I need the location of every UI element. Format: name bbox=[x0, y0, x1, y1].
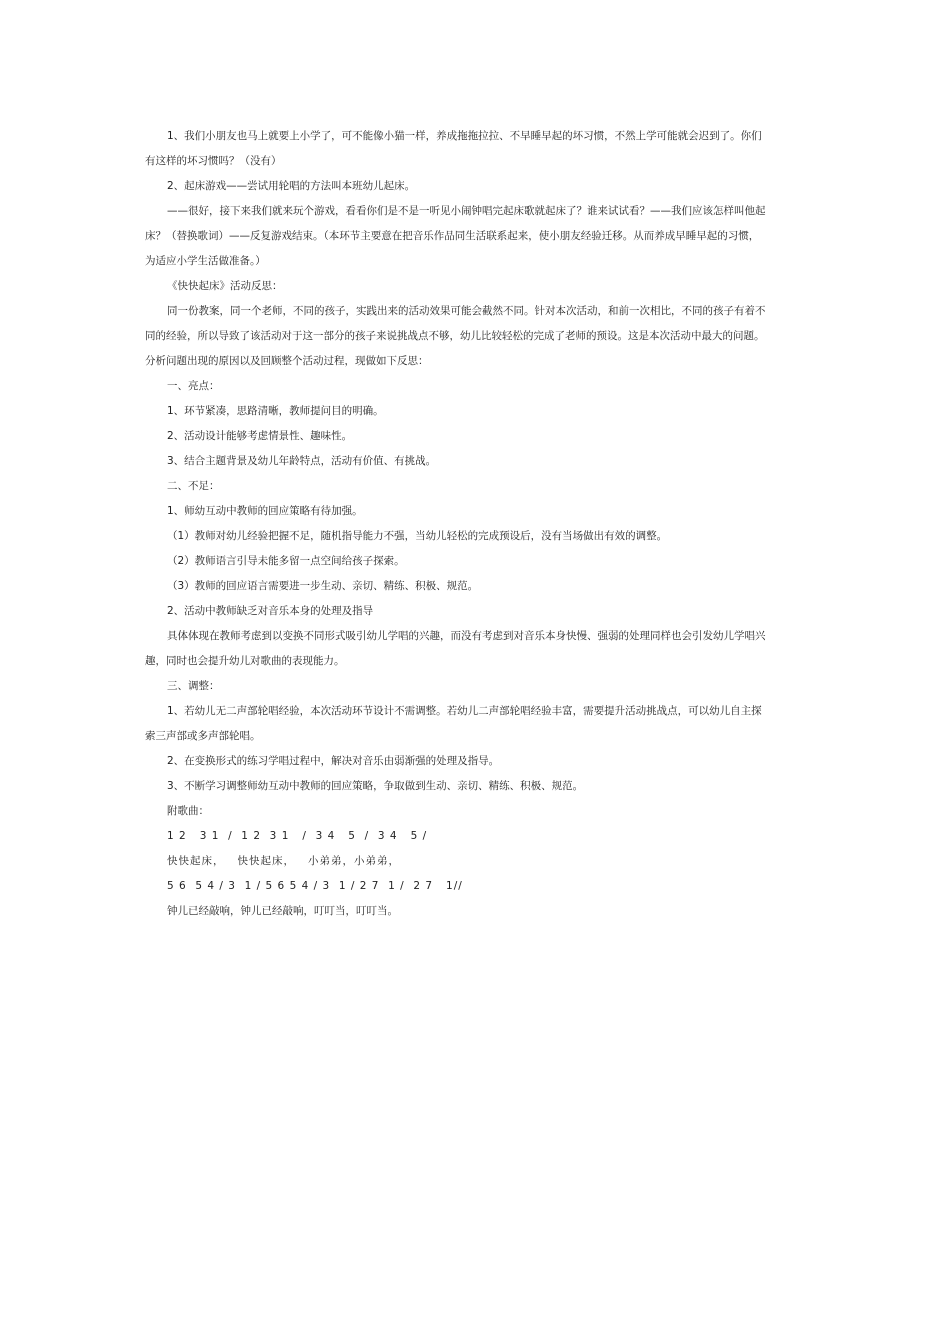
text-line: 附歌曲： bbox=[167, 805, 209, 817]
text-line: （2）教师语言引导未能多留一点空间给孩子探索。 bbox=[167, 555, 405, 567]
text-line: 2、起床游戏——尝试用轮唱的方法叫本班幼儿起床。 bbox=[167, 180, 416, 192]
text-line: 趣，同时也会提升幼儿对歌曲的表现能力。 bbox=[145, 655, 345, 667]
text-line: （1）教师对幼儿经验把握不足，随机指导能力不强，当幼儿轻松的完成预设后，没有当场做出有效的调整。 bbox=[167, 530, 668, 542]
text-line: 2、活动设计能够考虑情景性、趣味性。 bbox=[167, 430, 353, 442]
text-line: 3、不断学习调整师幼互动中教师的回应策略，争取做到生动、亲切、精练、积极、规范。 bbox=[167, 780, 584, 792]
text-line: 有这样的坏习惯吗？（没有） bbox=[145, 155, 282, 167]
text-line: 为适应小学生活做准备。） bbox=[145, 255, 266, 267]
text-line: 快快起床， 快快起床， 小弟弟，小弟弟， bbox=[167, 855, 401, 867]
text-line: 二、不足： bbox=[167, 480, 220, 492]
text-line: 同一份教案，同一个老师，不同的孩子，实践出来的活动效果可能会截然不同。针对本次活动，和前一次相比，不同的孩子有着不 bbox=[167, 305, 766, 317]
text-line: （3）教师的回应语言需要进一步生动、亲切、精练、积极、规范。 bbox=[167, 580, 479, 592]
text-line: 钟儿已经敲响，钟儿已经敲响，叮叮当，叮叮当。 bbox=[167, 905, 398, 917]
text-line: 床？（替换歌词）——反复游戏结束。（本环节主要意在把音乐作品同生活联系起来，使小朋友经验迁移。从而养成早睡早起的习惯， bbox=[145, 230, 760, 242]
text-line: 1、环节紧凑，思路清晰，教师提问目的明确。 bbox=[167, 405, 384, 417]
text-line: 1、若幼儿无二声部轮唱经验，本次活动环节设计不需调整。若幼儿二声部轮唱经验丰富，需要提升活动挑战点，可以幼儿自主探 bbox=[167, 705, 762, 717]
text-line: 《快快起床》活动反思： bbox=[167, 280, 283, 292]
text-line: 索三声部或多声部轮唱。 bbox=[145, 730, 261, 742]
text-line: 分析问题出现的原因以及回顾整个活动过程，现做如下反思： bbox=[145, 355, 429, 367]
text-line: 同的经验，所以导致了该活动对于这一部分的孩子来说挑战点不够，幼儿比较轻松的完成了老师的预设。这是本次活动中最大的问题。 bbox=[145, 330, 765, 342]
text-line: ——很好，接下来我们就来玩个游戏，看看你们是不是一听见小闹钟唱完起床歌就起床了？谁来试试看？——我们应该怎样叫他起 bbox=[167, 205, 766, 217]
text-line: 1、师幼互动中教师的回应策略有待加强。 bbox=[167, 505, 363, 517]
text-line: 一、亮点： bbox=[167, 380, 220, 392]
text-line: 具体体现在教师考虑到以变换不同形式吸引幼儿学唱的兴趣，而没有考虑到对音乐本身快慢、强弱的处理同样也会引发幼儿学唱兴 bbox=[167, 630, 766, 642]
text-line: 三、调整： bbox=[167, 680, 220, 692]
text-line: 3、结合主题背景及幼儿年龄特点，活动有价值、有挑战。 bbox=[167, 455, 437, 467]
text-line: 2、活动中教师缺乏对音乐本身的处理及指导 bbox=[167, 605, 374, 617]
text-line: 1、我们小朋友也马上就要上小学了，可不能像小猫一样，养成拖拖拉拉、不早睡早起的坏习惯，不然上学可能就会迟到了。你们 bbox=[167, 130, 762, 142]
text-line: 5 6 5 4 / 3 1 / 5 6 5 4 / 3 1 / 2 7 1 / 2 7 1// bbox=[167, 880, 463, 892]
text-line: 1 2 3 1 / 1 2 3 1 / 3 4 5 / 3 4 5 / bbox=[167, 830, 428, 842]
text-line: 2、在变换形式的练习学唱过程中，解决对音乐由弱渐强的处理及指导。 bbox=[167, 755, 500, 767]
document-body bbox=[145, 124, 807, 924]
